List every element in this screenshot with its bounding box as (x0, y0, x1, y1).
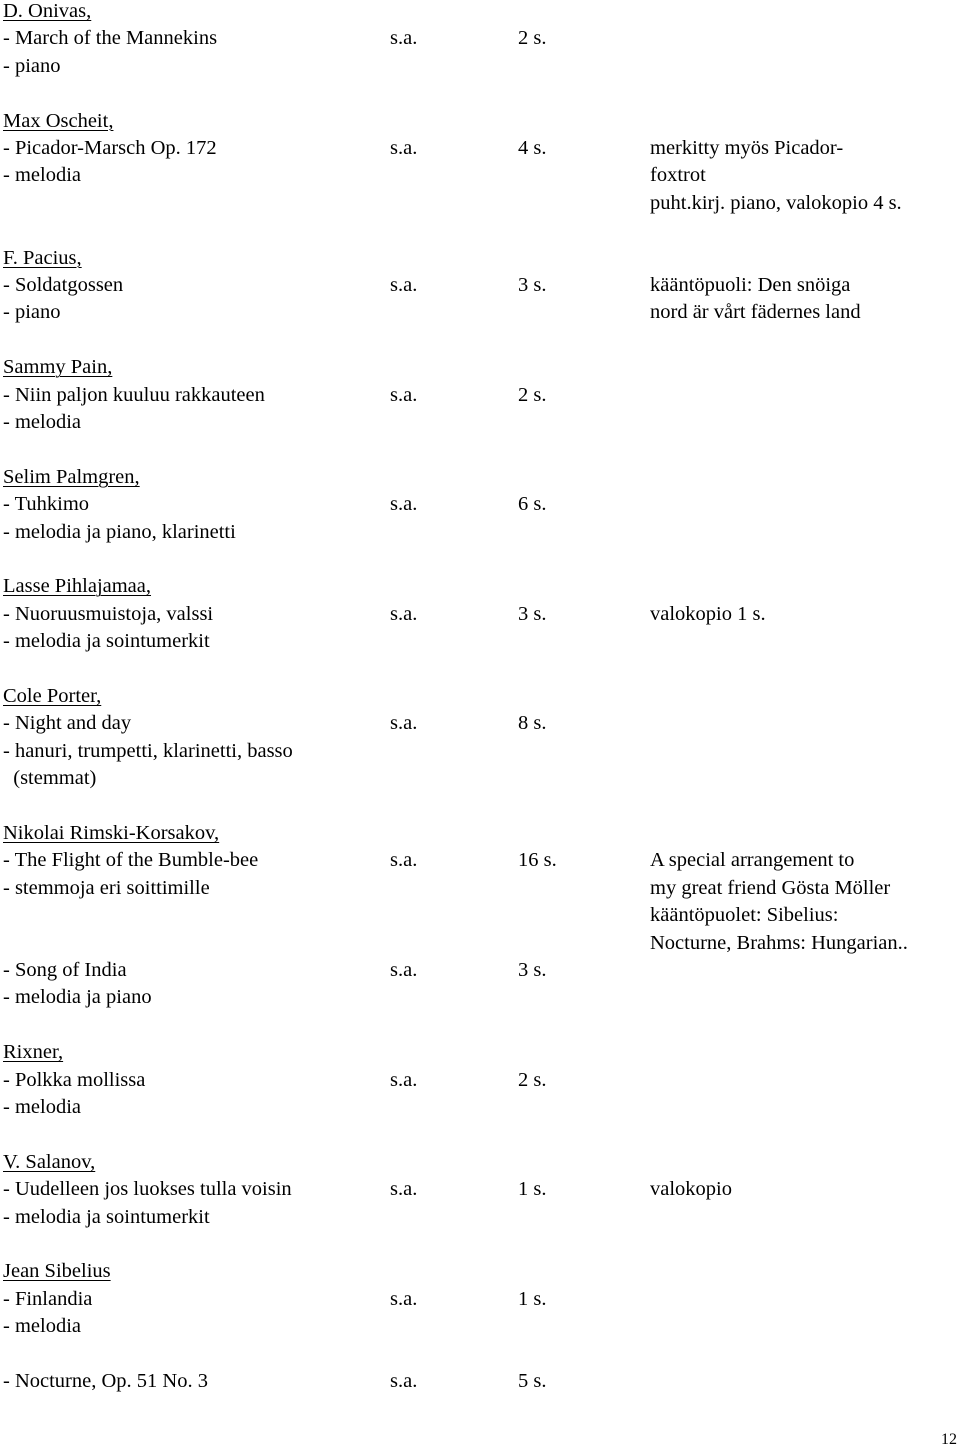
format-code: s.a. (390, 1287, 418, 1310)
format-code: s.a. (390, 959, 418, 981)
format-code: s.a. (390, 493, 418, 516)
page-count: 5 s. (518, 1370, 547, 1392)
composer-name: Lasse Pihlajamaa, (3, 575, 152, 598)
work-title: - March of the Mannekins (3, 27, 218, 50)
work-title: - Tuhkimo (3, 493, 90, 516)
work-title: - piano (3, 301, 61, 324)
page-count: 3 s. (518, 959, 547, 981)
work-title: - melodia ja sointumerkit (3, 630, 210, 653)
composer-name: Jean Sibelius (3, 1260, 111, 1283)
work-title: - Niin paljon kuuluu rakkauteen (3, 383, 265, 406)
work-title: - Soldatgossen (3, 274, 124, 296)
page-number: 12 (941, 1431, 957, 1448)
composer-name: F. Pacius, (3, 246, 82, 269)
page-count: 3 s. (518, 602, 547, 625)
format-code: s.a. (390, 602, 418, 625)
work-title: - melodia (3, 1315, 81, 1338)
work-title: - Polkka mollissa (3, 1068, 146, 1091)
composer-name: Max Oscheit, (3, 109, 114, 132)
entry-note: valokopio 1 s. (650, 602, 766, 625)
work-title: - piano (3, 54, 61, 77)
work-title: - melodia ja piano (3, 986, 152, 1009)
work-title: - Nocturne, Op. 51 No. 3 (3, 1370, 208, 1392)
entry-note: A special arrangement to (650, 849, 855, 872)
work-title: - melodia ja piano, klarinetti (3, 520, 236, 543)
entry-note: kääntöpuolet: Sibelius: (650, 904, 839, 927)
page-count: 8 s. (518, 712, 547, 735)
format-code: s.a. (390, 712, 418, 735)
entry-note: nord är vårt fädernes land (650, 301, 861, 324)
composer-name: Sammy Pain, (3, 356, 113, 379)
work-title: - The Flight of the Bumble-bee (3, 849, 259, 872)
page-count: 4 s. (518, 137, 547, 159)
format-code: s.a. (390, 849, 418, 872)
work-title: - Uudelleen jos luokses tulla voisin (3, 1178, 292, 1201)
entry-note: puht.kirj. piano, valokopio 4 s. (650, 191, 902, 214)
page-count: 6 s. (518, 493, 547, 516)
work-title: - melodia (3, 411, 81, 433)
work-title: - Night and day (3, 712, 132, 735)
entry-note: my great friend Gösta Möller (650, 876, 891, 899)
format-code: s.a. (390, 1370, 418, 1392)
page-count: 1 s. (518, 1178, 547, 1201)
work-title: - Nuoruusmuistoja, valssi (3, 602, 214, 625)
composer-name: Rixner, (3, 1041, 64, 1064)
work-title: - hanuri, trumpetti, klarinetti, basso (3, 739, 293, 762)
work-title: - Song of India (3, 959, 127, 981)
work-title: (stemmat) (3, 767, 97, 790)
composer-name: V. Salanov, (3, 1150, 96, 1173)
format-code: s.a. (390, 137, 418, 159)
page-count: 1 s. (518, 1287, 547, 1310)
composer-name: Selim Palmgren, (3, 465, 140, 488)
page-count: 3 s. (518, 274, 547, 296)
work-title: - melodia (3, 164, 81, 187)
page-count: 16 s. (518, 849, 557, 872)
work-title: - melodia ja sointumerkit (3, 1205, 210, 1228)
entry-note: merkitty myös Picador- (650, 137, 844, 159)
composer-name: Cole Porter, (3, 685, 102, 707)
work-title: - melodia (3, 1096, 81, 1118)
page-count: 2 s. (518, 383, 547, 406)
format-code: s.a. (390, 27, 418, 50)
work-title: - Finlandia (3, 1287, 93, 1310)
entry-note: kääntöpuoli: Den snöiga (650, 274, 851, 296)
entry-note: valokopio (650, 1178, 732, 1201)
format-code: s.a. (390, 1068, 418, 1091)
page-count: 2 s. (518, 27, 547, 50)
entry-note: Nocturne, Brahms: Hungarian.. (650, 931, 908, 954)
composer-name: D. Onivas, (3, 0, 92, 22)
entry-note: foxtrot (650, 164, 706, 187)
work-title: - stemmoja eri soittimille (3, 876, 210, 899)
composer-name: Nikolai Rimski-Korsakov, (3, 822, 220, 844)
format-code: s.a. (390, 383, 418, 406)
page-count: 2 s. (518, 1068, 547, 1091)
format-code: s.a. (390, 274, 418, 296)
work-title: - Picador-Marsch Op. 172 (3, 137, 217, 159)
format-code: s.a. (390, 1178, 418, 1201)
